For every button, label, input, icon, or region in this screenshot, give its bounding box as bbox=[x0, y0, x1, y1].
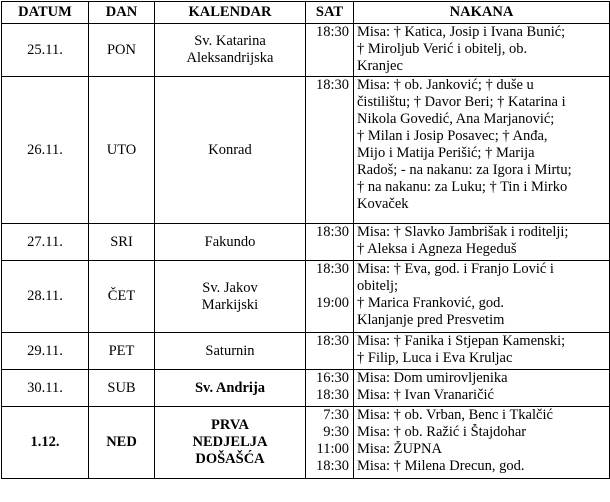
cell-kalendar bbox=[155, 407, 306, 479]
cell-datum: 30.11. bbox=[2, 370, 89, 407]
kalendar-line: Konrad bbox=[208, 141, 252, 158]
cell-sat bbox=[306, 333, 354, 370]
sat-time: 18:30 bbox=[315, 458, 349, 474]
cell-dan: UTO bbox=[89, 77, 155, 224]
sat-time: 11:00 bbox=[316, 441, 349, 457]
kalendar-line: Markijski bbox=[201, 296, 259, 313]
kalendar-line: NEDJELJA bbox=[192, 434, 268, 450]
nakana-line: Kranjec bbox=[357, 58, 403, 74]
header-dan: DAN bbox=[89, 2, 155, 24]
table-row bbox=[2, 77, 610, 224]
cell-dan: SUB bbox=[89, 370, 155, 407]
cell-nakana bbox=[354, 24, 610, 77]
nakana-line: Misa: ŽUPNA bbox=[357, 441, 442, 457]
sat-time: 9:30 bbox=[323, 424, 349, 440]
sat-time: 19:00 bbox=[315, 295, 349, 311]
nakana-line: Misa: Dom umirovljenika bbox=[357, 370, 508, 386]
cell-datum: 25.11. bbox=[2, 24, 89, 77]
header-kalendar: KALENDAR bbox=[155, 2, 306, 24]
cell-sat bbox=[306, 24, 354, 77]
cell-dan: SRI bbox=[89, 224, 155, 261]
table-row bbox=[2, 370, 610, 407]
nakana-line: obitelj; bbox=[357, 278, 399, 294]
cell-nakana bbox=[354, 407, 610, 479]
kalendar-line: DOŠAŠĆA bbox=[195, 451, 265, 467]
cell-dan: PON bbox=[89, 24, 155, 77]
cell-nakana bbox=[354, 224, 610, 261]
nakana-line: Nikola Govedić, Ana Marjanović; bbox=[357, 111, 555, 127]
cell-kalendar bbox=[155, 333, 306, 370]
nakana-line: † Milan i Josip Posavec; † Anđa, bbox=[357, 128, 548, 144]
cell-sat bbox=[306, 370, 354, 407]
nakana-line: Misa: † ob. Vrban, Benc i Tkalčić bbox=[357, 407, 553, 423]
kalendar-line: Saturnin bbox=[205, 342, 255, 359]
table-row bbox=[2, 407, 610, 479]
mass-schedule-table bbox=[1, 1, 610, 479]
nakana-line: Klanjanje pred Presvetim bbox=[357, 312, 505, 328]
nakana-line: Mijo i Matija Perišić; † Marija bbox=[357, 145, 535, 161]
cell-dan: PET bbox=[89, 333, 155, 370]
cell-kalendar bbox=[155, 24, 306, 77]
table-row bbox=[2, 333, 610, 370]
cell-kalendar bbox=[155, 77, 306, 224]
sat-time: 18:30 bbox=[315, 261, 349, 277]
sat-time: 16:30 bbox=[315, 370, 349, 386]
nakana-line: † Marica Franković, god. bbox=[357, 295, 504, 311]
cell-nakana bbox=[354, 370, 610, 407]
cell-datum: 29.11. bbox=[2, 333, 89, 370]
nakana-line: † Aleksa i Agneza Hegeduš bbox=[357, 241, 517, 257]
sat-time: 18:30 bbox=[315, 24, 349, 40]
nakana-line: Misa: † ob. Ražić i Štajdohar bbox=[357, 424, 527, 440]
nakana-line: Misa: † Eva, god. i Franjo Lović i bbox=[357, 261, 554, 277]
cell-dan: ČET bbox=[89, 261, 155, 333]
kalendar-line: Sv. Katarina bbox=[194, 33, 266, 49]
cell-datum: 26.11. bbox=[2, 77, 89, 224]
header-row bbox=[2, 2, 610, 24]
cell-sat bbox=[306, 224, 354, 261]
cell-kalendar bbox=[155, 261, 306, 333]
sat-time: 7:30 bbox=[323, 407, 349, 423]
sat-time: 18:30 bbox=[315, 333, 349, 349]
cell-datum: 28.11. bbox=[2, 261, 89, 333]
cell-sat bbox=[306, 261, 354, 333]
cell-datum: 1.12. bbox=[2, 407, 89, 479]
nakana-line: Misa: † ob. Janković; † duše u bbox=[357, 77, 534, 93]
kalendar-line: Aleksandrijska bbox=[186, 50, 274, 66]
sat-time: 18:30 bbox=[315, 224, 349, 240]
kalendar-line: Fakundo bbox=[204, 233, 256, 250]
header-sat: SAT bbox=[306, 2, 354, 24]
sat-time: 18:30 bbox=[315, 77, 349, 93]
nakana-line: † Filip, Luca i Eva Kruljac bbox=[357, 350, 513, 366]
sat-time: 18:30 bbox=[315, 387, 349, 403]
table-row bbox=[2, 24, 610, 77]
nakana-line: Misa: † Milena Drecun, god. bbox=[357, 458, 525, 474]
nakana-line: čistilištu; † Davor Beri; † Katarina i bbox=[357, 94, 566, 110]
nakana-line: Misa: † Fanika i Stjepan Kamenski; bbox=[357, 333, 566, 349]
header-datum: DATUM bbox=[2, 2, 89, 24]
cell-nakana bbox=[354, 333, 610, 370]
table-row bbox=[2, 261, 610, 333]
kalendar-line: Sv. Jakov bbox=[202, 279, 258, 296]
nakana-line: Misa: † Ivan Vranaričić bbox=[357, 387, 494, 403]
cell-nakana bbox=[354, 77, 610, 224]
header-nakana: NAKANA bbox=[354, 2, 610, 24]
kalendar-line: PRVA bbox=[211, 417, 249, 433]
nakana-line: Misa: † Katica, Josip i Ivana Bunić; bbox=[357, 24, 566, 40]
nakana-line: † Miroljub Verić i obitelj, ob. bbox=[357, 41, 528, 57]
nakana-line: Radoš; - na nakanu: za Igora i Mirtu; bbox=[357, 162, 572, 178]
table-row bbox=[2, 224, 610, 261]
nakana-line: Kovaček bbox=[357, 196, 409, 212]
cell-nakana bbox=[354, 261, 610, 333]
kalendar-line: Sv. Andrija bbox=[194, 379, 266, 396]
cell-kalendar bbox=[155, 370, 306, 407]
cell-kalendar bbox=[155, 224, 306, 261]
nakana-line: † na nakanu: za Luku; † Tin i Mirko bbox=[357, 179, 568, 195]
cell-sat bbox=[306, 407, 354, 479]
cell-sat bbox=[306, 77, 354, 224]
cell-dan: NED bbox=[89, 407, 155, 479]
nakana-line: Misa: † Slavko Jambrišak i roditelji; bbox=[357, 224, 569, 240]
cell-datum: 27.11. bbox=[2, 224, 89, 261]
